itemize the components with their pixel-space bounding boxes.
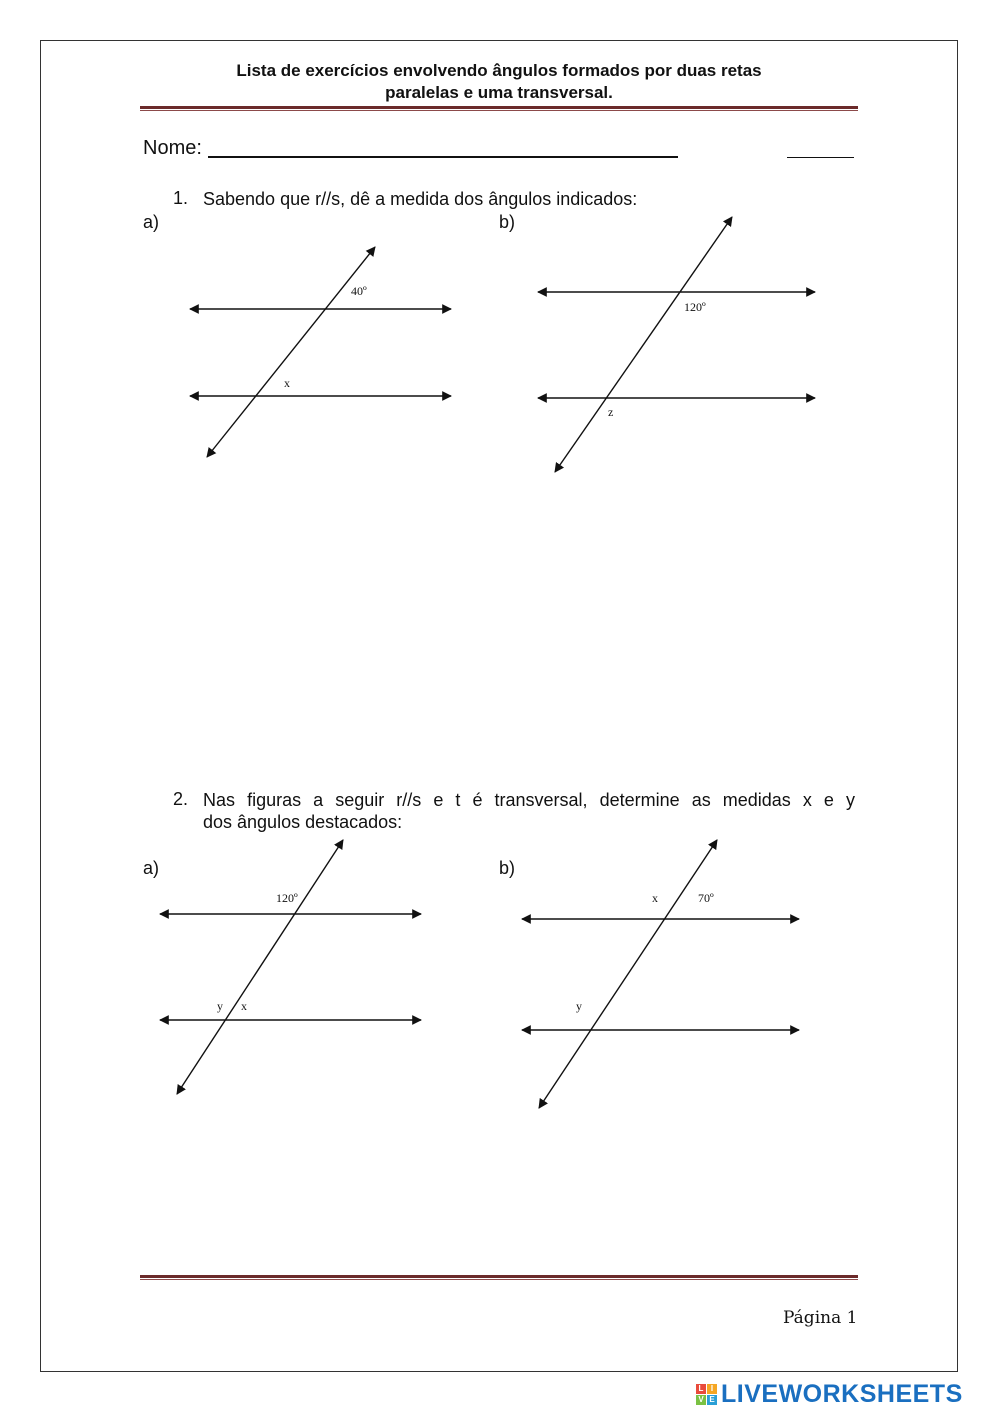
q2-number: 2. xyxy=(173,789,189,809)
logo-tile-i: I xyxy=(707,1384,717,1394)
angle-label-120: 120º xyxy=(684,300,706,314)
logo-tile-l: L xyxy=(696,1384,706,1394)
footer-rule xyxy=(140,1275,858,1278)
q1-a-figure xyxy=(180,240,470,470)
q1-text: Sabendo que r//s, dê a medida dos ângulos indicados: xyxy=(203,189,638,209)
header-rule-thin xyxy=(140,110,858,111)
logo-tile-e: E xyxy=(707,1395,717,1405)
q2-a-figure xyxy=(150,830,440,1110)
worksheet-title xyxy=(140,60,858,104)
logo-text: LIVEWORKSHEETS xyxy=(721,1380,963,1408)
footer-rule-thin xyxy=(140,1279,858,1280)
q1-a-label: a) xyxy=(143,212,160,232)
liveworksheets-logo[interactable] xyxy=(696,1380,963,1409)
angle-label-40: 40º xyxy=(351,284,367,298)
angle-label-z: z xyxy=(608,405,614,419)
title-line-1: Lista de exercícios envolvendo ângulos formados por duas retas xyxy=(236,61,762,80)
transversal-line xyxy=(555,217,732,472)
angle-label-120: 120º xyxy=(276,891,298,905)
transversal-line xyxy=(177,840,343,1094)
logo-tiles-icon xyxy=(696,1384,717,1405)
q1-number: 1. xyxy=(173,188,189,208)
short-field-line[interactable] xyxy=(787,157,854,158)
angle-label-x: x xyxy=(284,376,290,390)
logo-tile-v: V xyxy=(696,1395,706,1405)
q1-b-label: b) xyxy=(499,212,516,232)
q1-b-figure xyxy=(528,210,828,480)
header-rule xyxy=(140,106,858,109)
angle-label-x: x xyxy=(652,891,658,905)
transversal-line xyxy=(539,840,717,1108)
title-line-2: paralelas e uma transversal. xyxy=(385,83,613,102)
page-number: Página 1 xyxy=(783,1308,858,1328)
q2-b-figure xyxy=(512,830,812,1120)
q2-text xyxy=(203,789,855,833)
q2-text-line-2: dos ângulos destacados: xyxy=(203,812,403,832)
name-field-line[interactable] xyxy=(208,156,678,158)
angle-label-y: y xyxy=(576,999,582,1013)
angle-label-70: 70º xyxy=(698,891,714,905)
angle-label-y: y xyxy=(217,999,223,1013)
name-label: Nome: xyxy=(143,137,202,159)
angle-label-x: x xyxy=(241,999,247,1013)
q2-b-label: b) xyxy=(499,858,516,878)
transversal-line xyxy=(207,247,375,457)
q2-text-line-1: Nas figuras a seguir r//s e t é transversal, determine as medidas x e y xyxy=(203,790,855,810)
q2-a-label: a) xyxy=(143,858,160,878)
